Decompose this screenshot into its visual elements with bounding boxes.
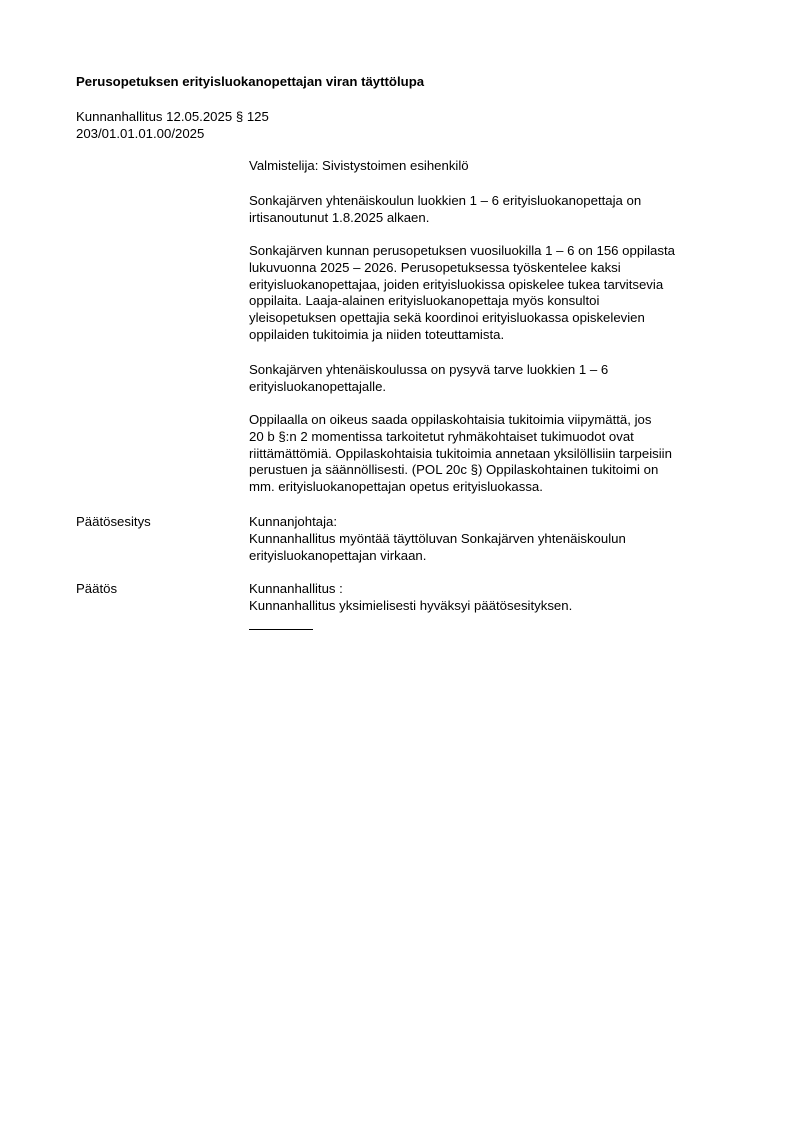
proposal-label: Päätösesitys [76,514,151,529]
proposal-line: Kunnanjohtaja: [249,514,337,529]
paragraph-line: oppilaita. Laaja-alainen erityisluokanopettaja myös konsultoi [249,293,600,309]
paragraph-line: Sonkajärven yhtenäiskoulussa on pysyvä tarve luokkien 1 – 6 [249,362,609,377]
paragraph-line: Sonkajärven kunnan perusopetuksen vuosiluokilla 1 – 6 on 156 oppilasta [249,243,675,258]
preparer-line: Valmistelija: Sivistystoimen esihenkilö [249,158,469,173]
preparer [249,158,729,175]
decision-text [249,581,729,615]
paragraph-line: mm. erityisluokanopettajan opetus erityisluokassa. [249,479,543,495]
paragraph-line: lukuvuonna 2025 – 2026. Perusopetuksessa työskentelee kaksi [249,259,621,275]
paragraph-2 [249,243,729,344]
paragraph-3 [249,362,729,396]
paragraph-line: riittämättömiä. Oppilaskohtaisia tukitoimia annetaan yksilöllisiin tarpeisiin [249,445,672,461]
proposal-line: erityisluokanopettajan virkaan. [249,547,427,563]
proposal-text [249,514,729,564]
paragraph-line: yleisopetuksen opettajia sekä koordinoi erityisluokassa opiskelevien [249,310,645,326]
decision-line: Kunnanhallitus yksimielisesti hyväksyi päätösesityksen. [249,597,573,613]
paragraph-line: 20 b §:n 2 momentissa tarkoitetut ryhmäkohtaiset tukimuodot ovat [249,428,634,444]
meeting-line: Kunnanhallitus 12.05.2025 § 125 [76,109,269,124]
paragraph-line: oppilaiden tukitoimia ja niiden toteuttamista. [249,326,505,342]
paragraph-line: erityisluokanopettajaa, joiden erityisluokissa opiskelee tukea tarvitsevia [249,276,664,292]
paragraph-line: Sonkajärven yhtenäiskoulun luokkien 1 – 6 erityisluokanopettaja on [249,193,642,208]
closing-rule [249,629,313,630]
document-title: Perusopetuksen erityisluokanopettajan viran täyttölupa [76,74,425,89]
paragraph-1 [249,193,729,227]
decision-line: Kunnanhallitus : [249,581,343,596]
decision-label: Päätös [76,581,118,596]
proposal-line: Kunnanhallitus myöntää täyttöluvan Sonkajärven yhtenäiskoulun [249,530,626,546]
record-number: 203/01.01.01.00/2025 [76,125,205,141]
paragraph-line: perustuen ja säännöllisesti. (POL 20c §) Oppilaskohtainen tukitoimi on [249,462,659,478]
paragraph-line: erityisluokanopettajalle. [249,378,387,394]
paragraph-line: Oppilaalla on oikeus saada oppilaskohtaisia tukitoimia viipymättä, jos [249,412,652,427]
paragraph-line: irtisanoutunut 1.8.2025 alkaen. [249,209,430,225]
meeting-reference [76,109,269,143]
paragraph-4 [249,412,729,496]
